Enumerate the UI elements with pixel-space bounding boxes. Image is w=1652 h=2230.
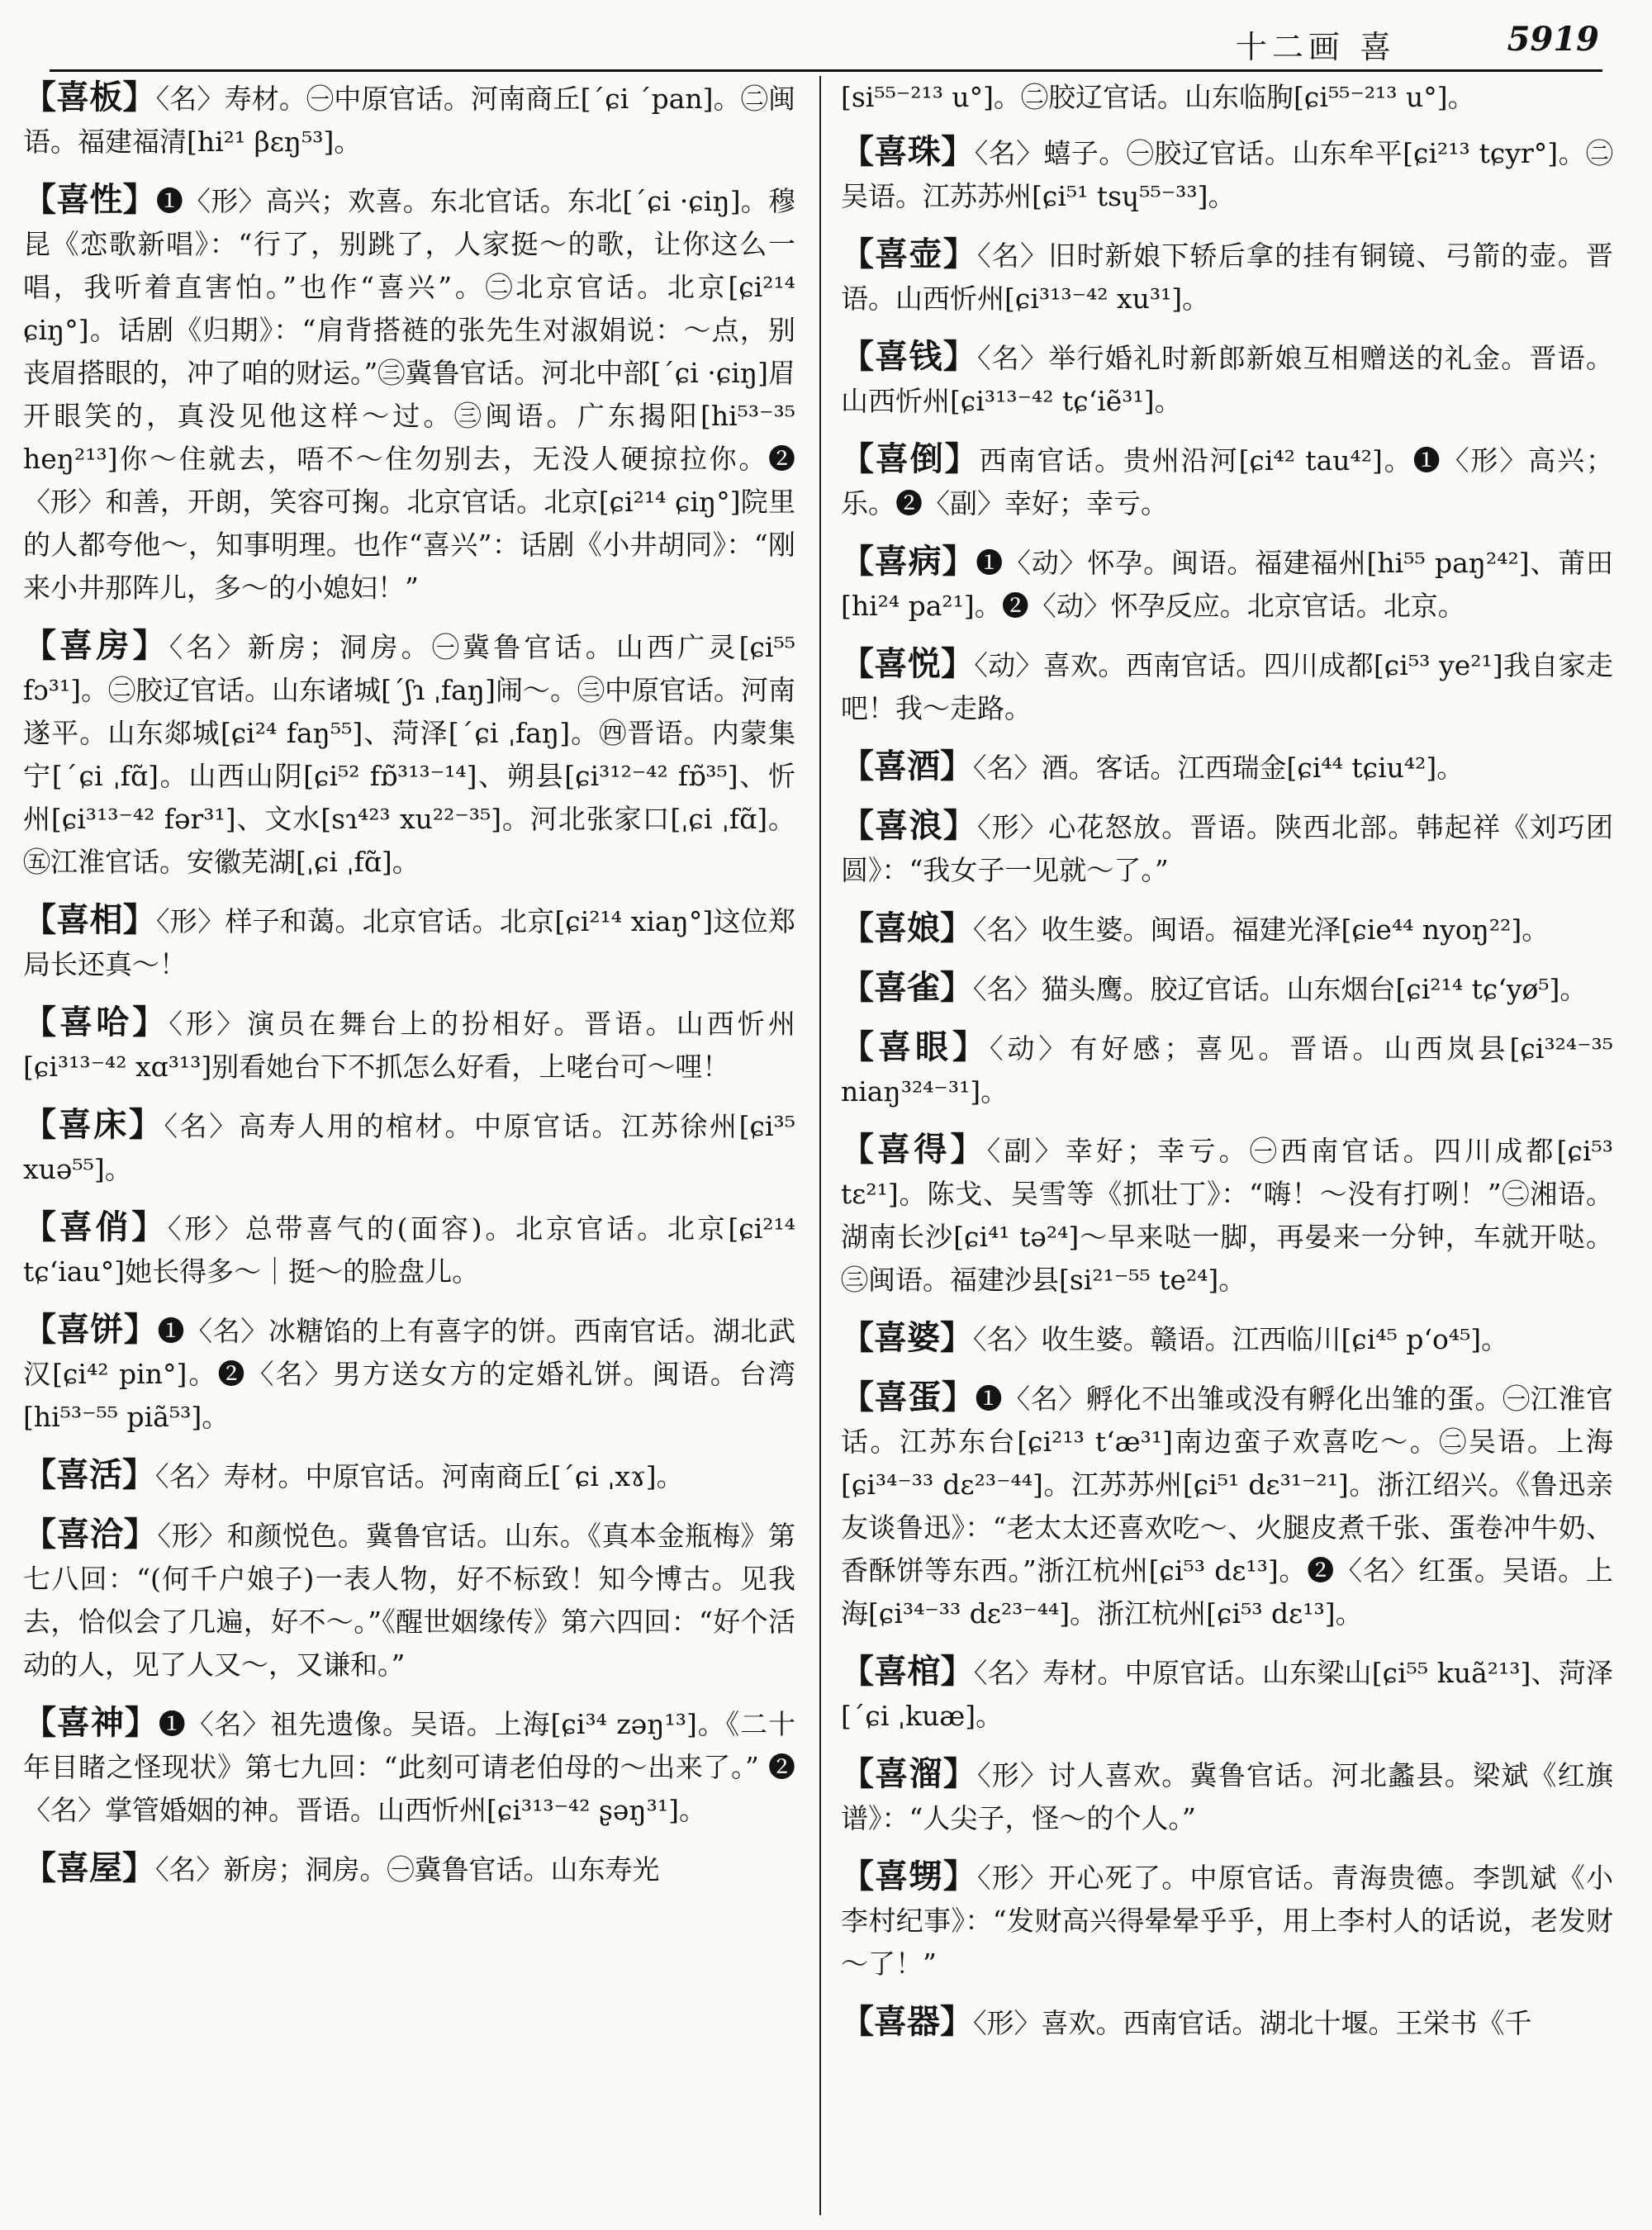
entry-definition: 〈名〉新房；洞房。㊀冀鲁官话。山东寿光 <box>155 1853 660 1886</box>
entry-definition: 〈名〉猫头鹰。胶辽官话。山东烟台[ɕi²¹⁴ tɕʻyø⁵]。 <box>973 973 1588 1005</box>
dictionary-entry <box>841 1317 1613 1361</box>
entry-headword: 【喜饼】 <box>23 1310 158 1349</box>
entry-headword: 【喜酒】 <box>841 747 973 785</box>
dictionary-entry <box>841 130 1613 218</box>
entry-definition: 〈形〉喜欢。西南官话。湖北十堰。王栄书《千 <box>973 2007 1532 2039</box>
dictionary-entry <box>23 1701 795 1832</box>
entry-headword: 【喜溜】 <box>841 1754 977 1793</box>
entry-headword: 【喜床】 <box>23 1105 164 1144</box>
entry-definition: 西南官话。贵州沿河[ɕi⁴² tau⁴²]。❶〈形〉高兴；乐。❷〈副〉幸好；幸亏。 <box>841 444 1613 520</box>
entry-headword: 【喜浪】 <box>841 806 977 845</box>
entry-definition: 〈形〉讨人喜欢。冀鲁官话。河北蠡县。梁斌《红旗谱》：“人尖子，怪～的个人。” <box>841 1759 1613 1834</box>
entry-headword: 【喜相】 <box>23 900 157 939</box>
entry-definition: 〈动〉有好感；喜见。晋语。山西岚县[ɕi³²⁴⁻³⁵ niaŋ³²⁴⁻³¹]。 <box>841 1032 1613 1108</box>
dictionary-entry <box>841 804 1613 892</box>
entry-definition: 〈名〉收生婆。闽语。福建光泽[ɕie⁴⁴ nyoŋ²²]。 <box>973 913 1550 946</box>
entry-definition: 〈名〉高寿人用的棺材。中原官话。江苏徐州[ɕi³⁵ xuə⁵⁵]。 <box>23 1110 795 1185</box>
dictionary-entry <box>23 624 795 884</box>
dictionary-entry <box>841 1855 1613 1986</box>
dictionary-entry <box>841 1753 1613 1840</box>
entry-headword: 【喜病】 <box>841 542 976 581</box>
entry-headword: 【喜娘】 <box>841 909 973 947</box>
entry-definition: ❶〈名〉孵化不出雏或没有孵化出雏的蛋。㊀江淮官话。江苏东台[ɕi²¹³ tʻæ³¹]南边蛮子欢喜吃～。㊁吴语。上海[ɕi³⁴⁻³³ dɛ²³⁻⁴⁴]。江苏苏州[ɕi⁵¹ dɛ³¹⁻²¹]。浙江绍兴。《鲁迅亲友谈鲁迅》：“老太太还喜欢吃～、火腿皮煮千张、蛋卷冲牛奶、香酥饼等东西。”浙江杭州[ɕi⁵³ dɛ¹³]。❷〈名〉红蛋。吴语。上海[ɕi³⁴⁻³³ dɛ²³⁻⁴⁴]。浙江杭州[ɕi⁵³ dɛ¹³]。 <box>841 1383 1613 1630</box>
dictionary-entry <box>841 2000 1613 2045</box>
entry-headword: 【喜倒】 <box>841 439 980 478</box>
entry-definition: 〈形〉心花怒放。晋语。陕西北部。韩起祥《刘巧团圆》：“我女子一见就～了。” <box>841 811 1613 886</box>
entry-definition: 〈名〉寿材。中原官话。河南商丘[ˊɕi ˌxɤ]。 <box>155 1460 684 1492</box>
entry-definition: 〈副〉幸好；幸亏。㊀西南官话。四川成都[ɕi⁵³ tɛ²¹]。陈戈、吴雪等《抓壮丁》：“嗨！～没有打咧！”㊁湘语。湖南长沙[ɕi⁴¹ tə²⁴]～早来哒一脚，再晏来一分钟，车就开哒。㊂闽语。福建沙县[si²¹⁻⁵⁵ te²⁴]。 <box>841 1135 1613 1296</box>
dictionary-entry <box>23 1454 795 1498</box>
entry-definition: ❶〈形〉高兴；欢喜。东北官话。东北[ˊɕi ·ɕiŋ]。穆昆《恋歌新唱》：“行了，别跳了，人家挺～的歌，让你这么一唱，我听着直害怕。”也作“喜兴”。㊁北京官话。北京[ɕi²¹⁴ ɕiŋ°]。话剧《归期》：“肩背搭裢的张先生对淑娟说：～点，别丧眉搭眼的，冲了咱的财运。”㊂冀鲁官话。河北中部[ˊɕi ·ɕiŋ]眉开眼笑的，真没见他这样～过。㊂闽语。广东揭阳[hi⁵³⁻³⁵ heŋ²¹³]你～住就去，唔不～住勿别去，无没人硬掠拉你。❷〈形〉和善，开朗，笑容可掬。北京官话。北京[ɕi²¹⁴ ɕiŋ°]院里的人都夸他～，知事明理。也作“喜兴”：话剧《小井胡同》：“刚来小井那阵儿，多～的小媳妇！” <box>23 185 795 604</box>
header-rule <box>50 69 1602 72</box>
entry-definition: 〈名〉寿材。㊀中原官话。河南商丘[ˊɕi ˊpan]。㊁闽语。福建福清[hi²¹ βɛŋ⁵³]。 <box>23 83 795 158</box>
entry-headword: 【喜蛋】 <box>841 1378 976 1416</box>
entry-headword: 【喜得】 <box>841 1130 987 1169</box>
dictionary-entry <box>841 1650 1613 1738</box>
entry-headword: 【喜珠】 <box>841 132 975 171</box>
entry-headword: 【喜俏】 <box>23 1208 169 1246</box>
entry-definition: 〈名〉新房；洞房。㊀冀鲁官话。山西广灵[ɕi⁵⁵ fɔ³¹]。㊁胶辽官话。山东诸城[ˊʃɿ ˌfaŋ]闹～。㊂中原官话。河南遂平。山东郯城[ɕi²⁴ faŋ⁵⁵]、菏泽[ˊɕi ˌfaŋ]。㊃晋语。内蒙集宁[ˊɕi ˌfɑ̃]。山西山阴[ɕi⁵² fɒ̃³¹³⁻¹⁴]、朔县[ɕi³¹²⁻⁴² fɒ̃³⁵]、忻州[ɕi³¹³⁻⁴² fər³¹]、文水[sɿ⁴²³ xu²²⁻³⁵]。河北张家口[ˌɕi ˌfɑ̃]。㊄江淮官话。安徽芜湖[ˌɕi ˌfɑ̃]。 <box>23 631 795 878</box>
dictionary-entry <box>841 966 1613 1011</box>
page-number: 5919 <box>1507 20 1599 59</box>
entry-definition: 〈形〉样子和蔼。北京官话。北京[ɕi²¹⁴ xiaŋ°]这位郑局长还真～！ <box>23 905 795 980</box>
dictionary-entry <box>841 1026 1613 1113</box>
dictionary-entry <box>23 178 795 610</box>
entry-definition: 〈名〉收生婆。赣语。江西临川[ɕi⁴⁵ pʻo⁴⁵]。 <box>973 1323 1509 1355</box>
dictionary-entry <box>23 1001 795 1089</box>
continuation-text: [si⁵⁵⁻²¹³ u°]。㊁胶辽官话。山东临朐[ɕi⁵⁵⁻²¹³ u°]。 <box>841 81 1475 113</box>
entry-headword: 【喜器】 <box>841 2002 973 2041</box>
dictionary-entry <box>841 438 1613 525</box>
left-column <box>23 76 795 2215</box>
entry-headword: 【喜婆】 <box>841 1318 973 1357</box>
dictionary-entry <box>841 335 1613 423</box>
dictionary-entry <box>841 233 1613 320</box>
entry-headword: 【喜神】 <box>23 1703 159 1742</box>
entry-definition: 〈形〉演员在舞台上的扮相好。晋语。山西忻州[ɕi³¹³⁻⁴² xɑ³¹³]别看她台下不抓怎么好看，上咾台可～哩！ <box>23 1008 795 1083</box>
entry-definition: 〈名〉举行婚礼时新郎新娘互相赠送的礼金。晋语。山西忻州[ɕi³¹³⁻⁴² tɕʻiẽ³¹]。 <box>841 342 1613 417</box>
dictionary-entry <box>23 1513 795 1687</box>
dictionary-entry <box>841 1376 1613 1635</box>
entry-definition: 〈名〉旧时新娘下轿后拿的挂有铜镜、弓箭的壶。晋语。山西忻州[ɕi³¹³⁻⁴² xu³¹]。 <box>841 240 1613 315</box>
dictionary-entry <box>841 1128 1613 1302</box>
dictionary-entry <box>841 907 1613 951</box>
entry-headword: 【喜钱】 <box>841 337 977 376</box>
entry-headword: 【喜性】 <box>23 180 156 219</box>
dictionary-entry <box>23 1206 795 1293</box>
entry-headword: 【喜房】 <box>23 626 169 665</box>
entry-headword: 【喜悦】 <box>841 644 975 683</box>
column-divider <box>819 76 821 2215</box>
entry-headword: 【喜棺】 <box>841 1652 974 1691</box>
entry-headword: 【喜活】 <box>23 1455 155 1494</box>
entry-headword: 【喜屋】 <box>23 1848 155 1887</box>
entry-definition: 〈名〉酒。客话。江西瑞金[ɕi⁴⁴ tɕiu⁴²]。 <box>973 752 1464 784</box>
entry-definition: 〈名〉寿材。中原官话。山东梁山[ɕi⁵⁵ kuã²¹³]、菏泽[ˊɕi ˌkuæ]。 <box>841 1657 1613 1732</box>
entry-headword: 【喜雀】 <box>841 968 973 1007</box>
dictionary-entry <box>23 76 795 164</box>
entry-definition: 〈名〉蟢子。㊀胶辽官话。山东牟平[ɕi²¹³ tɕyr°]。㊁吴语。江苏苏州[ɕi⁵¹ tsɥ⁵⁵⁻³³]。 <box>841 137 1613 212</box>
section-label: 十二画 喜 <box>1235 29 1396 65</box>
entry-definition: 〈动〉喜欢。西南官话。四川成都[ɕi⁵³ ye²¹]我自家走吧！我～走路。 <box>841 649 1613 724</box>
entry-headword: 【喜眼】 <box>841 1027 990 1066</box>
dictionary-entry <box>23 1847 795 1891</box>
entry-headword: 【喜甥】 <box>841 1857 977 1896</box>
entry-headword: 【喜哈】 <box>23 1003 169 1041</box>
entry-headword: 【喜板】 <box>23 78 156 116</box>
entry-definition: 〈形〉总带喜气的(面容)。北京官话。北京[ɕi²¹⁴ tɕʻiau°]她长得多～｜挺～的脸盘儿。 <box>23 1212 795 1288</box>
entry-definition: ❶〈动〉怀孕。闽语。福建福州[hi⁵⁵ paŋ²⁴²]、莆田[hi²⁴ pa²¹]。❷〈动〉怀孕反应。北京官话。北京。 <box>841 547 1613 622</box>
dictionary-entry <box>841 745 1613 790</box>
entry-headword: 【喜壶】 <box>841 235 977 273</box>
dictionary-entry <box>841 643 1613 730</box>
entry-definition: ❶〈名〉祖先遗像。吴语。上海[ɕi³⁴ zəŋ¹³]。《二十年目睹之怪现状》第七九回：“此刻可请老伯母的～出来了。” ❷〈名〉掌管婚姻的神。晋语。山西忻州[ɕi³¹³⁻⁴² ʂəŋ³¹]。 <box>23 1708 795 1826</box>
dictionary-entry <box>23 1308 795 1439</box>
entry-definition: 〈形〉和颜悦色。冀鲁官话。山东。《真本金瓶梅》第七八回：“(何千户娘子)一表人物，好不标致！知今博古。见我去，恰似会了几遍，好不～。”《醒世姻缘传》第六四回：“好个活动的人，见了人又～，又谦和。” <box>23 1520 795 1681</box>
dictionary-entry <box>23 1103 795 1191</box>
entry-definition: ❶〈名〉冰糖馅的上有喜字的饼。西南官话。湖北武汉[ɕi⁴² pin°]。❷〈名〉男方送女方的定婚礼饼。闽语。台湾[hi⁵³⁻⁵⁵ piã⁵³]。 <box>23 1315 795 1433</box>
page-header <box>50 15 1602 64</box>
dictionary-entry <box>23 899 795 986</box>
entry-headword: 【喜洽】 <box>23 1515 158 1554</box>
entry-definition: 〈形〉开心死了。中原官话。青海贵德。李凯斌《小李村纪事》：“发财高兴得晕晕乎乎，用上李村人的话说，老发财～了！” <box>841 1862 1613 1980</box>
right-column <box>841 76 1613 2215</box>
dictionary-entry <box>841 540 1613 628</box>
